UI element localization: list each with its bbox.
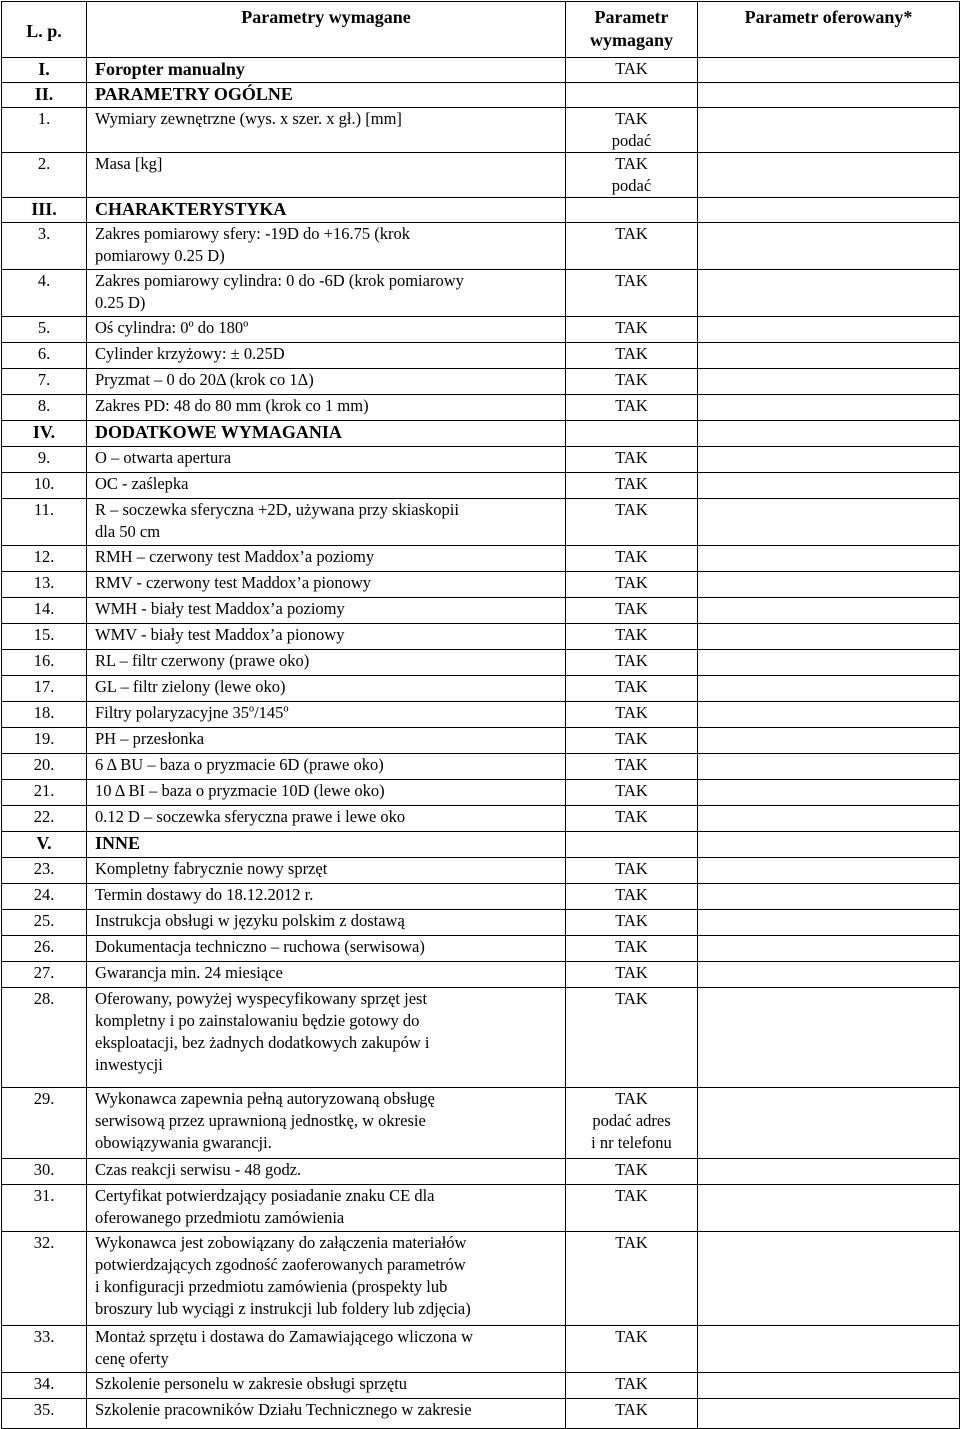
- row-required-value: TAK: [566, 910, 698, 936]
- row-number: I.: [2, 58, 87, 83]
- row-parameter: RMV - czerwony test Maddox’a pionowy: [87, 572, 566, 598]
- row-required-value: TAK: [566, 317, 698, 343]
- row-number: 35.: [2, 1399, 87, 1429]
- row-offered-value[interactable]: [698, 728, 960, 754]
- row-required-value: TAK: [566, 546, 698, 572]
- row-offered-value[interactable]: [698, 624, 960, 650]
- row-offered-value[interactable]: [698, 473, 960, 499]
- row-offered-value[interactable]: [698, 447, 960, 473]
- table-row: [2, 1373, 960, 1399]
- row-offered-value[interactable]: [698, 650, 960, 676]
- row-offered-value[interactable]: [698, 369, 960, 395]
- row-required-value: [566, 421, 698, 447]
- row-required-value: TAK: [566, 754, 698, 780]
- row-number: II.: [2, 83, 87, 108]
- row-offered-value[interactable]: [698, 1185, 960, 1232]
- row-offered-value[interactable]: [698, 395, 960, 421]
- row-number: 1.: [2, 108, 87, 153]
- row-offered-value[interactable]: [698, 1088, 960, 1159]
- row-parameter: PARAMETRY OGÓLNE: [87, 83, 566, 108]
- row-parameter: 0.12 D – soczewka sferyczna prawe i lewe oko: [87, 806, 566, 832]
- row-offered-value[interactable]: [698, 936, 960, 962]
- row-offered-value[interactable]: [698, 962, 960, 988]
- row-offered-value[interactable]: [698, 702, 960, 728]
- row-required-value: TAK: [566, 270, 698, 317]
- row-parameter: PH – przesłonka: [87, 728, 566, 754]
- row-number: V.: [2, 832, 87, 858]
- row-parameter: Montaż sprzętu i dostawa do Zamawiającego wliczona w cenę oferty: [87, 1326, 566, 1373]
- header-row: [2, 2, 960, 58]
- row-required-value: TAK podać: [566, 153, 698, 198]
- row-number: 33.: [2, 1326, 87, 1373]
- row-number: 10.: [2, 473, 87, 499]
- row-number: 31.: [2, 1185, 87, 1232]
- row-offered-value[interactable]: [698, 676, 960, 702]
- row-number: 6.: [2, 343, 87, 369]
- row-parameter: Termin dostawy do 18.12.2012 r.: [87, 884, 566, 910]
- row-number: 4.: [2, 270, 87, 317]
- row-parameter: RL – filtr czerwony (prawe oko): [87, 650, 566, 676]
- row-required-value: TAK: [566, 780, 698, 806]
- row-number: IV.: [2, 421, 87, 447]
- table-body: [2, 58, 960, 1429]
- row-number: 12.: [2, 546, 87, 572]
- row-number: 21.: [2, 780, 87, 806]
- row-required-value: [566, 83, 698, 108]
- row-required-value: TAK: [566, 936, 698, 962]
- row-parameter: GL – filtr zielony (lewe oko): [87, 676, 566, 702]
- row-required-value: TAK: [566, 650, 698, 676]
- row-number: 16.: [2, 650, 87, 676]
- row-parameter: Wykonawca zapewnia pełną autoryzowaną obsługę serwisową przez uprawnioną jednostkę, w okresie obowiązywania gwarancji.: [87, 1088, 566, 1159]
- row-number: 24.: [2, 884, 87, 910]
- requirements-table: [1, 1, 960, 1429]
- row-number: 26.: [2, 936, 87, 962]
- row-required-value: TAK: [566, 806, 698, 832]
- row-parameter: Szkolenie pracowników Działu Technicznego w zakresie: [87, 1399, 566, 1429]
- table-row: [2, 369, 960, 395]
- row-offered-value[interactable]: [698, 83, 960, 108]
- row-required-value: TAK: [566, 572, 698, 598]
- table-row: [2, 910, 960, 936]
- table-row: [2, 546, 960, 572]
- table-row: [2, 1399, 960, 1429]
- table-row: [2, 832, 960, 858]
- table-row: [2, 499, 960, 546]
- row-number: 28.: [2, 988, 87, 1088]
- row-offered-value[interactable]: [698, 1373, 960, 1399]
- row-required-value: TAK: [566, 1326, 698, 1373]
- table-row: [2, 317, 960, 343]
- table-row: [2, 447, 960, 473]
- row-offered-value[interactable]: [698, 910, 960, 936]
- table-row: [2, 343, 960, 369]
- table-row: [2, 598, 960, 624]
- row-required-value: TAK: [566, 1373, 698, 1399]
- row-offered-value[interactable]: [698, 58, 960, 83]
- table-row: [2, 153, 960, 198]
- row-parameter: Czas reakcji serwisu - 48 godz.: [87, 1159, 566, 1185]
- row-parameter: Szkolenie personelu w zakresie obsługi sprzętu: [87, 1373, 566, 1399]
- row-number: 30.: [2, 1159, 87, 1185]
- row-number: 11.: [2, 499, 87, 546]
- table-row: [2, 754, 960, 780]
- row-number: 23.: [2, 858, 87, 884]
- row-offered-value[interactable]: [698, 1326, 960, 1373]
- table-row: [2, 58, 960, 83]
- table-row: [2, 198, 960, 223]
- row-required-value: TAK: [566, 1232, 698, 1326]
- row-number: 5.: [2, 317, 87, 343]
- table-row: [2, 962, 960, 988]
- table-row: [2, 728, 960, 754]
- table-row: [2, 650, 960, 676]
- row-parameter: Gwarancja min. 24 miesiące: [87, 962, 566, 988]
- row-number: 19.: [2, 728, 87, 754]
- row-parameter: WMV - biały test Maddox’a pionowy: [87, 624, 566, 650]
- row-number: 2.: [2, 153, 87, 198]
- row-number: 22.: [2, 806, 87, 832]
- header-parameters: Parametry wymagane: [87, 2, 566, 58]
- row-parameter: Instrukcja obsługi w języku polskim z dostawą: [87, 910, 566, 936]
- row-required-value: TAK: [566, 676, 698, 702]
- row-required-value: [566, 198, 698, 223]
- table-row: [2, 473, 960, 499]
- row-parameter: OC - zaślepka: [87, 473, 566, 499]
- row-parameter: RMH – czerwony test Maddox’a poziomy: [87, 546, 566, 572]
- row-number: III.: [2, 198, 87, 223]
- row-required-value: TAK: [566, 395, 698, 421]
- row-parameter: Masa [kg]: [87, 153, 566, 198]
- row-number: 32.: [2, 1232, 87, 1326]
- row-offered-value[interactable]: [698, 153, 960, 198]
- row-offered-value[interactable]: [698, 223, 960, 270]
- table-row: [2, 624, 960, 650]
- row-parameter: 10 Δ BI – baza o pryzmacie 10D (lewe oko): [87, 780, 566, 806]
- row-offered-value[interactable]: [698, 1159, 960, 1185]
- row-required-value: TAK: [566, 884, 698, 910]
- row-parameter: WMH - biały test Maddox’a poziomy: [87, 598, 566, 624]
- row-number: 9.: [2, 447, 87, 473]
- row-required-value: TAK: [566, 369, 698, 395]
- table-row: [2, 676, 960, 702]
- table-row: [2, 1326, 960, 1373]
- table-row: [2, 1088, 960, 1159]
- row-number: 25.: [2, 910, 87, 936]
- row-parameter: Zakres pomiarowy cylindra: 0 do -6D (krok pomiarowy 0.25 D): [87, 270, 566, 317]
- row-required-value: TAK podać: [566, 108, 698, 153]
- row-number: 3.: [2, 223, 87, 270]
- header-offered: Parametr oferowany*: [698, 2, 960, 58]
- row-parameter: Zakres PD: 48 do 80 mm (krok co 1 mm): [87, 395, 566, 421]
- row-offered-value[interactable]: [698, 270, 960, 317]
- table-row: [2, 421, 960, 447]
- header-lp: L. p.: [2, 2, 87, 58]
- row-parameter: 6 Δ BU – baza o pryzmacie 6D (prawe oko): [87, 754, 566, 780]
- table-row: [2, 270, 960, 317]
- row-required-value: TAK: [566, 728, 698, 754]
- row-offered-value[interactable]: [698, 884, 960, 910]
- table-row: [2, 223, 960, 270]
- row-required-value: TAK podać adres i nr telefonu: [566, 1088, 698, 1159]
- row-offered-value[interactable]: [698, 1399, 960, 1429]
- row-offered-value[interactable]: [698, 343, 960, 369]
- row-required-value: TAK: [566, 343, 698, 369]
- table-row: [2, 1185, 960, 1232]
- row-offered-value[interactable]: [698, 421, 960, 447]
- row-number: 29.: [2, 1088, 87, 1159]
- table-row: [2, 806, 960, 832]
- row-required-value: TAK: [566, 58, 698, 83]
- row-parameter: Certyfikat potwierdzający posiadanie znaku CE dla oferowanego przedmiotu zamówienia: [87, 1185, 566, 1232]
- row-number: 27.: [2, 962, 87, 988]
- row-offered-value[interactable]: [698, 806, 960, 832]
- row-number: 7.: [2, 369, 87, 395]
- row-parameter: Wymiary zewnętrzne (wys. x szer. x gł.) [mm]: [87, 108, 566, 153]
- row-required-value: TAK: [566, 447, 698, 473]
- row-parameter: Filtry polaryzacyjne 35º/145º: [87, 702, 566, 728]
- table-row: [2, 936, 960, 962]
- row-parameter: Kompletny fabrycznie nowy sprzęt: [87, 858, 566, 884]
- table-row: [2, 988, 960, 1088]
- table-row: [2, 395, 960, 421]
- row-parameter: Dokumentacja techniczno – ruchowa (serwisowa): [87, 936, 566, 962]
- row-required-value: TAK: [566, 1185, 698, 1232]
- row-offered-value[interactable]: [698, 198, 960, 223]
- table-row: [2, 702, 960, 728]
- row-required-value: TAK: [566, 499, 698, 546]
- row-required-value: TAK: [566, 1159, 698, 1185]
- row-number: 15.: [2, 624, 87, 650]
- row-parameter: CHARAKTERYSTYKA: [87, 198, 566, 223]
- row-offered-value[interactable]: [698, 546, 960, 572]
- table-row: [2, 1232, 960, 1326]
- row-parameter: Cylinder krzyżowy: ± 0.25D: [87, 343, 566, 369]
- row-offered-value[interactable]: [698, 598, 960, 624]
- row-offered-value[interactable]: [698, 754, 960, 780]
- row-parameter: Zakres pomiarowy sfery: -19D do +16.75 (krok pomiarowy 0.25 D): [87, 223, 566, 270]
- row-number: 20.: [2, 754, 87, 780]
- row-parameter: Oś cylindra: 0º do 180º: [87, 317, 566, 343]
- row-offered-value[interactable]: [698, 858, 960, 884]
- row-offered-value[interactable]: [698, 1232, 960, 1326]
- header-required: Parametr wymagany: [566, 2, 698, 58]
- row-number: 13.: [2, 572, 87, 598]
- row-offered-value[interactable]: [698, 108, 960, 153]
- row-parameter: Pryzmat – 0 do 20Δ (krok co 1Δ): [87, 369, 566, 395]
- row-offered-value[interactable]: [698, 988, 960, 1088]
- row-required-value: [566, 832, 698, 858]
- row-required-value: TAK: [566, 962, 698, 988]
- row-parameter: DODATKOWE WYMAGANIA: [87, 421, 566, 447]
- row-required-value: TAK: [566, 702, 698, 728]
- row-parameter: Oferowany, powyżej wyspecyfikowany sprzęt jest kompletny i po zainstalowaniu będzie gotowy do eksploatacji, bez żadnych dodatkowych zakupów i inwestycji: [87, 988, 566, 1088]
- table-row: [2, 572, 960, 598]
- row-number: 18.: [2, 702, 87, 728]
- row-required-value: TAK: [566, 1399, 698, 1429]
- row-offered-value[interactable]: [698, 499, 960, 546]
- row-parameter: R – soczewka sferyczna +2D, używana przy skiaskopii dla 50 cm: [87, 499, 566, 546]
- row-number: 8.: [2, 395, 87, 421]
- row-offered-value[interactable]: [698, 780, 960, 806]
- row-parameter: O – otwarta apertura: [87, 447, 566, 473]
- row-offered-value[interactable]: [698, 832, 960, 858]
- row-parameter: Wykonawca jest zobowiązany do załączenia materiałów potwierdzających zgodność zaoferowanych parametrów i konfiguracji przedmiotu zamówienia (prospekty lub broszury lub wyciągi z instrukcji lub foldery lub zdjęcia): [87, 1232, 566, 1326]
- row-required-value: TAK: [566, 624, 698, 650]
- table-row: [2, 780, 960, 806]
- row-required-value: TAK: [566, 473, 698, 499]
- row-number: 14.: [2, 598, 87, 624]
- table-row: [2, 108, 960, 153]
- row-required-value: TAK: [566, 858, 698, 884]
- row-number: 17.: [2, 676, 87, 702]
- row-number: 34.: [2, 1373, 87, 1399]
- table-row: [2, 1159, 960, 1185]
- row-parameter: INNE: [87, 832, 566, 858]
- row-parameter: Foropter manualny: [87, 58, 566, 83]
- row-offered-value[interactable]: [698, 317, 960, 343]
- row-required-value: TAK: [566, 223, 698, 270]
- row-required-value: TAK: [566, 988, 698, 1088]
- table-row: [2, 858, 960, 884]
- row-required-value: TAK: [566, 598, 698, 624]
- row-offered-value[interactable]: [698, 572, 960, 598]
- table-row: [2, 884, 960, 910]
- table-row: [2, 83, 960, 108]
